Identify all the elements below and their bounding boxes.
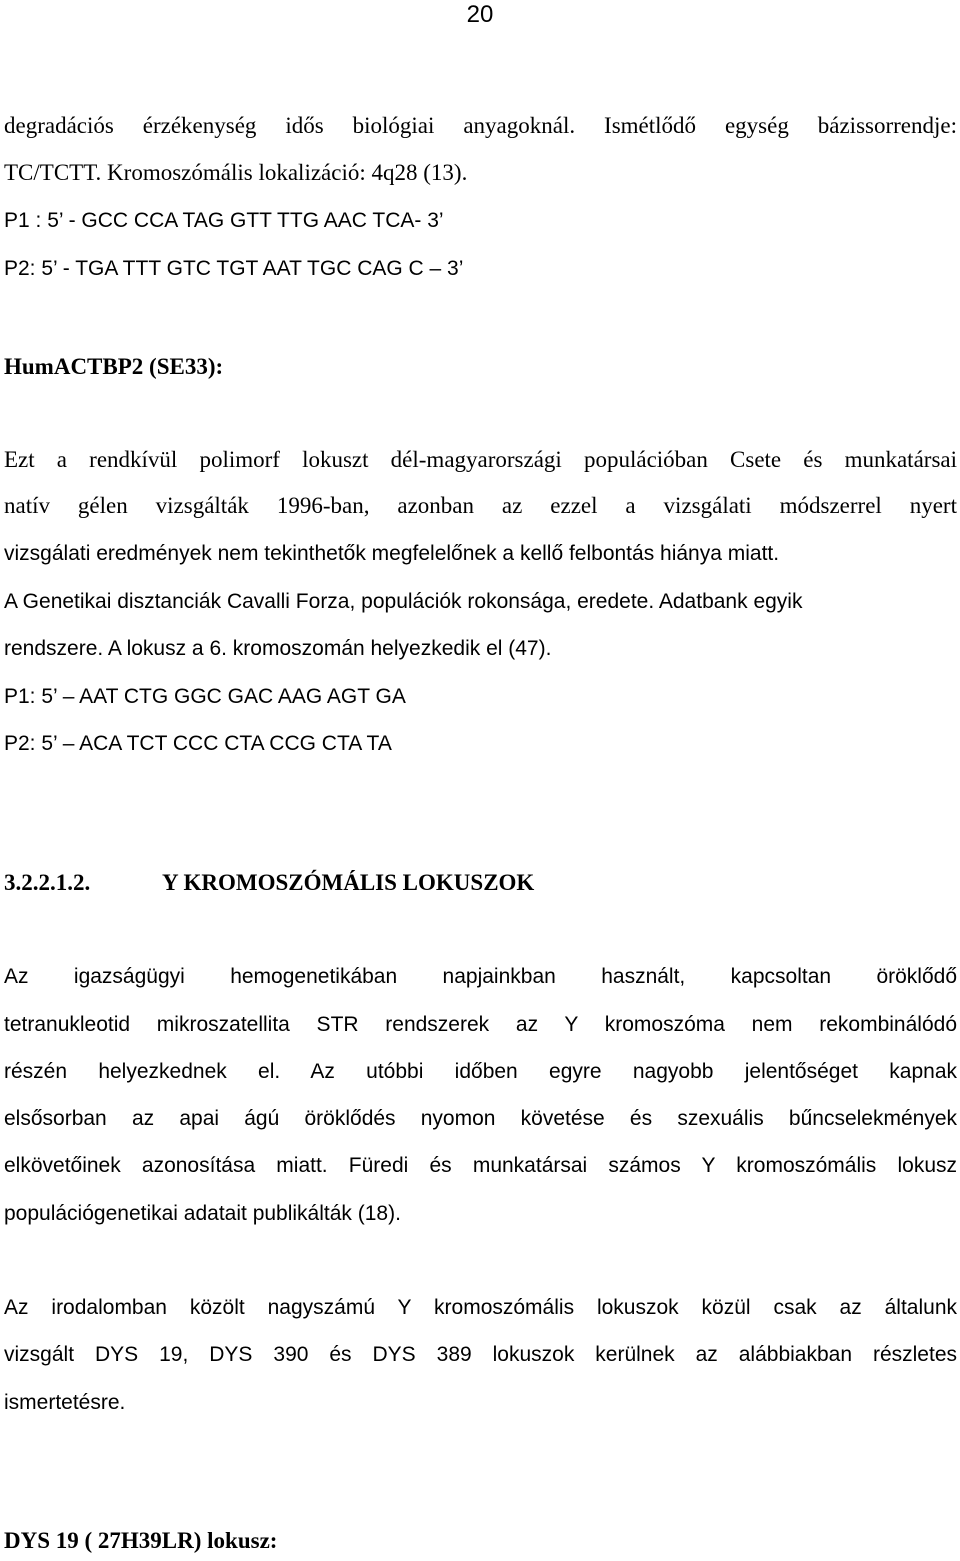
dys19-heading: DYS 19 ( 27H39LR) lokusz: [4, 1528, 278, 1553]
humactbp2-line-4: A Genetikai disztanciák Cavalli Forza, populációk rokonsága, eredete. Adatbank egyik [4, 590, 803, 613]
page-number: 20 [466, 1, 494, 28]
section-number: 3.2.2.1.2. [4, 870, 91, 895]
humactbp2-line-3: vizsgálati eredmények nem tekinthetők megfelelőnek a kellő felbontás hiánya miatt. [4, 542, 780, 565]
humactbp2-heading: HumACTBP2 (SE33): [4, 354, 224, 379]
para1-line-6: populációgenetikai adatait publikálták (18). [4, 1202, 401, 1225]
intro-primer-2: P2: 5’ - TGA TTT GTC TGT AAT TGC CAG C – 3’ [4, 257, 464, 280]
humactbp2-line-2: natív gélen vizsgálták 1996-ban, azonban az ezzel a vizsgálati módszerrel nyert [4, 493, 957, 518]
para1-line-3: részén helyezkednek el. Az utóbbi időben egyre nagyobb jelentőséget kapnak [4, 1060, 957, 1083]
para1-line-5: elkövetőinek azonosítása miatt. Füredi és munkatársai számos Y kromoszómális lokusz [4, 1154, 957, 1177]
para2-line-3: ismertetésre. [4, 1391, 126, 1414]
section-heading [4, 868, 957, 898]
para1-line-4: elsősorban az apai ágú öröklődés nyomon követése és szexuális bűncselekmények [4, 1107, 957, 1130]
humactbp2-primer-1: P1: 5’ – AAT CTG GGC GAC AAG AGT GA [4, 685, 406, 708]
para1-line-2: tetranukleotid mikroszatellita STR rendszerek az Y kromoszóma nem rekombinálódó [4, 1013, 957, 1036]
intro-primer-1: P1 : 5’ - GCC CCA TAG GTT TTG AAC TCA- 3’ [4, 209, 444, 232]
para2-line-2: vizsgált DYS 19, DYS 390 és DYS 389 lokuszok kerülnek az alábbiakban részletes [4, 1343, 957, 1366]
intro-line-1: degradációs érzékenység idős biológiai anyagoknál. Ismétlődő egység bázissorrendje: [4, 113, 957, 138]
section-title: Y KROMOSZÓMÁLIS LOKUSZOK [162, 870, 535, 895]
humactbp2-primer-2: P2: 5’ – ACA TCT CCC CTA CCG CTA TA [4, 732, 392, 755]
para2-line-1: Az irodalomban közölt nagyszámú Y kromoszómális lokuszok közül csak az általunk [4, 1296, 957, 1319]
humactbp2-line-1: Ezt a rendkívül polimorf lokuszt dél-magyarországi populációban Csete és munkatársai [4, 447, 957, 472]
intro-line-2: TC/TCTT. Kromoszómális lokalizáció: 4q28 (13). [4, 160, 468, 185]
para1-line-1: Az igazságügyi hemogenetikában napjainkban használt, kapcsoltan öröklődő [4, 965, 957, 988]
humactbp2-line-5: rendszere. A lokusz a 6. kromoszomán helyezkedik el (47). [4, 637, 552, 660]
